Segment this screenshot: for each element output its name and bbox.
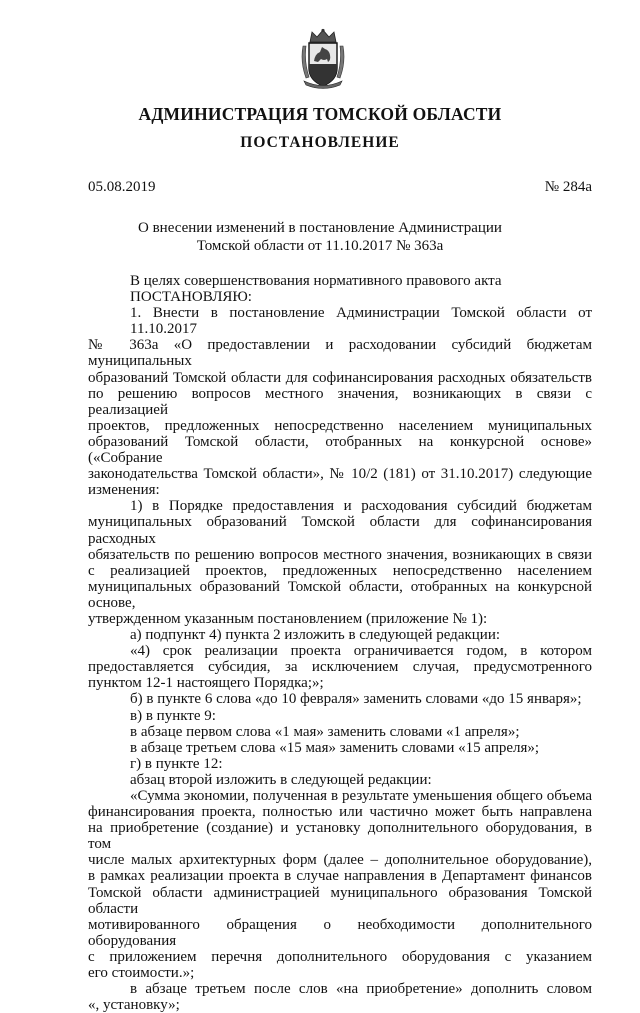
body-line: 1) в Порядке предоставления и расходования субсидий бюджетам: [130, 498, 592, 515]
document-number: № 284а: [544, 179, 592, 195]
body-line: В целях совершенствования нормативного правового акта: [130, 273, 502, 289]
body-line: муниципальных образований Томской области, отобранных на конкурсной основе,: [88, 578, 592, 611]
body-line: проектов, предложенных непосредственно населением муниципальных: [88, 417, 592, 434]
body-line: в рамках реализации проекта в случае направления в Департамент финансов: [88, 868, 592, 885]
body-line: ПОСТАНОВЛЯЮ:: [130, 289, 252, 306]
body-line: «, установку»;: [88, 997, 180, 1013]
body-line: образований Томской области для софинансирования расходных обязательств: [88, 369, 592, 386]
body-line: б) в пункте 6 слова «до 10 февраля» заменить словами «до 15 января»;: [130, 691, 582, 708]
body-line: в) в пункте 9:: [130, 707, 216, 724]
body-line: а) подпункт 4) пункта 2 изложить в следующей редакции:: [130, 627, 501, 644]
body-line: в абзаце первом слова «1 мая» заменить словами «1 апреля»;: [130, 723, 520, 740]
body-line: обязательств по решению вопросов местного значения, возникающих в связи: [88, 546, 592, 563]
organization-title: АДМИНИСТРАЦИЯ ТОМСКОЙ ОБЛАСТИ: [138, 104, 502, 124]
body-line: в абзаце третьем после слов «на приобретение» дополнить словом: [130, 981, 592, 998]
body-line: предоставляется субсидия, за исключением случая, предусмотренного: [88, 659, 592, 676]
body-line: Томской области администрацией муниципального образования Томской области: [88, 884, 592, 917]
document-date: 05.08.2019: [88, 179, 156, 195]
body-line: утвержденном указанным постановлением (приложение № 1):: [88, 610, 488, 627]
body-line: его стоимости.»;: [88, 965, 195, 982]
body-line: муниципальных образований Томской области для софинансирования расходных: [88, 514, 592, 547]
body-line: «4) срок реализации проекта ограничивается годом, в котором: [130, 643, 592, 660]
body-line: по решению вопросов местного значения, возникающих в связи с реализацией: [88, 385, 592, 418]
body-line: № 363а «О предоставлении и расходовании субсидий бюджетам муниципальных: [88, 337, 592, 370]
body-line: законодательства Томской области», № 10/2 (181) от 31.10.2017) следующие: [88, 466, 592, 483]
body-line: с реализацией проектов, предложенных непосредственно населением: [88, 562, 592, 579]
body-line: на приобретение (создание) и установку дополнительного оборудования, в том: [88, 820, 592, 853]
document-type: ПОСТАНОВЛЕНИЕ: [240, 134, 400, 151]
body-line: в абзаце третьем слова «15 мая» заменить словами «15 апреля»;: [130, 739, 540, 756]
document-subject: [0, 220, 640, 255]
body-line: пунктом 12-1 настоящего Порядка;»;: [88, 675, 324, 692]
subject-line: О внесении изменений в постановление Администрации: [138, 220, 502, 236]
body-line: абзац второй изложить в следующей редакции:: [130, 771, 432, 788]
body-line: изменения:: [88, 482, 160, 499]
document-body: [88, 273, 592, 1013]
body-line: финансирования проекта, полностью или частично может быть направлена: [88, 804, 592, 821]
tomsk-region-coat-of-arms-icon: [300, 28, 346, 90]
body-line: 1. Внести в постановление Администрации Томской области от 11.10.2017: [130, 305, 592, 338]
body-line: «Сумма экономии, полученная в результате уменьшения общего объема: [130, 788, 592, 804]
subject-line: Томской области от 11.10.2017 № 363а: [196, 237, 444, 254]
body-line: г) в пункте 12:: [130, 755, 223, 772]
body-line: мотивированного обращения о необходимости дополнительного оборудования: [88, 916, 592, 949]
body-line: образований Томской области, отобранных на конкурсной основе» («Собрание: [88, 433, 592, 467]
body-line: числе малых архитектурных форм (далее – дополнительное оборудование),: [88, 852, 592, 869]
body-line: с приложением перечня дополнительного оборудования с указанием: [88, 948, 592, 965]
